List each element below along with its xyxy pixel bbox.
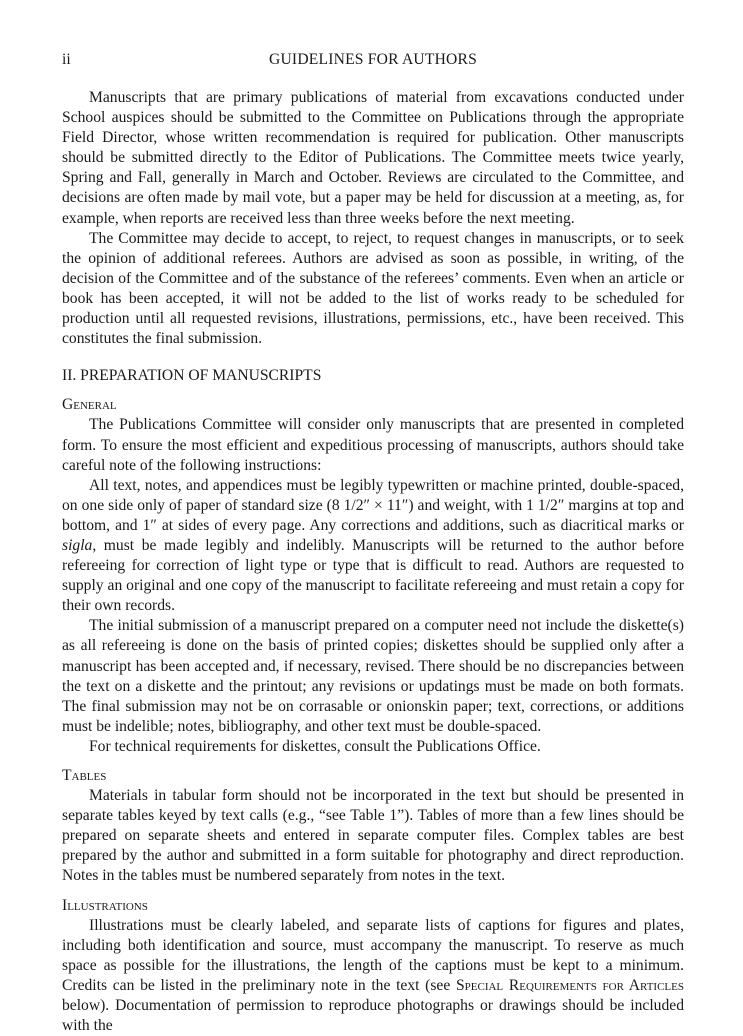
general-paragraph-3: The initial submission of a manuscript prepared on a computer need not include the diskette(s) as all refereeing is done on the basis of printed copies; diskettes should be supplied only after a manuscript has been accepted and, if necessary, revised. There should be no discrepancies between the text on a diskette and the printout; any revisions or updatings must be made on both formats. The final submission may not be on corrasable or onionskin paper; text, corrections, or additions must be indelible; notes, bibliography, and other text must be double-spaced. [62,617,684,735]
section-heading: II. PREPARATION OF MANUSCRIPTS [62,367,322,385]
intro-paragraph-1: Manuscripts that are primary publications of material from excavations conducted under School auspices should be submitted to the Committee on Publications through the appropriate Field Director, whose written recommendation is required for publication. Other manuscripts should be submitted directly to the Editor of Publications. The Committee meets twice yearly, Spring and Fall, generally in March and October. Reviews are circulated to the Committee, and decisions are often made by mail vote, but a paper may be held for discussion at a meeting, as, for example, when reports are received less than three weeks before the next meeting. [62,89,684,227]
sigla-italic: sigla [62,536,93,554]
subhead-tables: Tables [62,767,107,784]
page-header [62,50,684,70]
general-p2-text-b: , must be made legibly and indelibly. Manuscripts will be returned to the author before refereeing for correction of light type or type that is difficult to read. Authors are requested to supply an original and one copy of the manuscript to facilitate refereeing and must retain a copy for their own records. [62,536,684,615]
general-paragraph-1: The Publications Committee will consider only manuscripts that are presented in completed form. To ensure the most efficient and expeditious processing of manuscripts, authors should take careful note of the following instructions: [62,416,684,474]
subhead-general: General [62,396,117,414]
illustrations-p1-text-a: Illustrations must be clearly labeled, and separate lists of captions for figures and plates, including both identification and source, must accompany the manuscript. To reserve as much space as possible for the illustrations, the length of the captions must be kept to a minimum. Credits can be listed in the preliminary note in the text (see [62,916,684,994]
general-p2-text-a: All text, notes, and appendices must be legibly typewritten or machine printed, double-spaced, on one side only of paper of standard size (8 1/2″ × 11″) and weight, with 1 1/2″ margins at top and bottom, and 1″ at sides of every page. Any corrections and additions, such as diacritical marks or [62,476,684,534]
general-paragraph-2 [62,476,684,617]
document-page [62,50,684,1036]
illustrations-paragraph-1 [62,916,684,1036]
intro-paragraph-2: The Committee may decide to accept, to reject, to request changes in manuscripts, or to seek the opinion of additional referees. Authors are advised as soon as possible, in writing, of the decision of the Committee and of the substance of the referees’ comments. Even when an article or book has been accepted, it will not be added to the list of works ready to be scheduled for production until all requested revisions, illustrations, permissions, etc., have been received. This constitutes the final submission. [62,229,684,348]
special-requirements-reference: Special Requirements for Articles [455,976,684,994]
running-title: GUIDELINES FOR AUTHORS [269,51,477,68]
tables-paragraph-1: Materials in tabular form should not be incorporated in the text but should be presented in separate tables keyed by text calls (e.g., “see Table 1”). Tables of more than a few lines should be prepared on separate sheets and entered in separate computer files. Complex tables are best prepared by the author and submitted in a form suitable for photography and direct reproduction. Notes in the tables must be numbered separately from notes in the text. [62,787,684,885]
subhead-illustrations: Illustrations [62,896,148,914]
page-number: ii [62,51,71,68]
general-paragraph-4: For technical requirements for diskettes, consult the Publications Office. [89,737,541,755]
illustrations-p1-text-b: below). Documentation of permission to reproduce photographs or drawings should be included with the [62,997,684,1035]
